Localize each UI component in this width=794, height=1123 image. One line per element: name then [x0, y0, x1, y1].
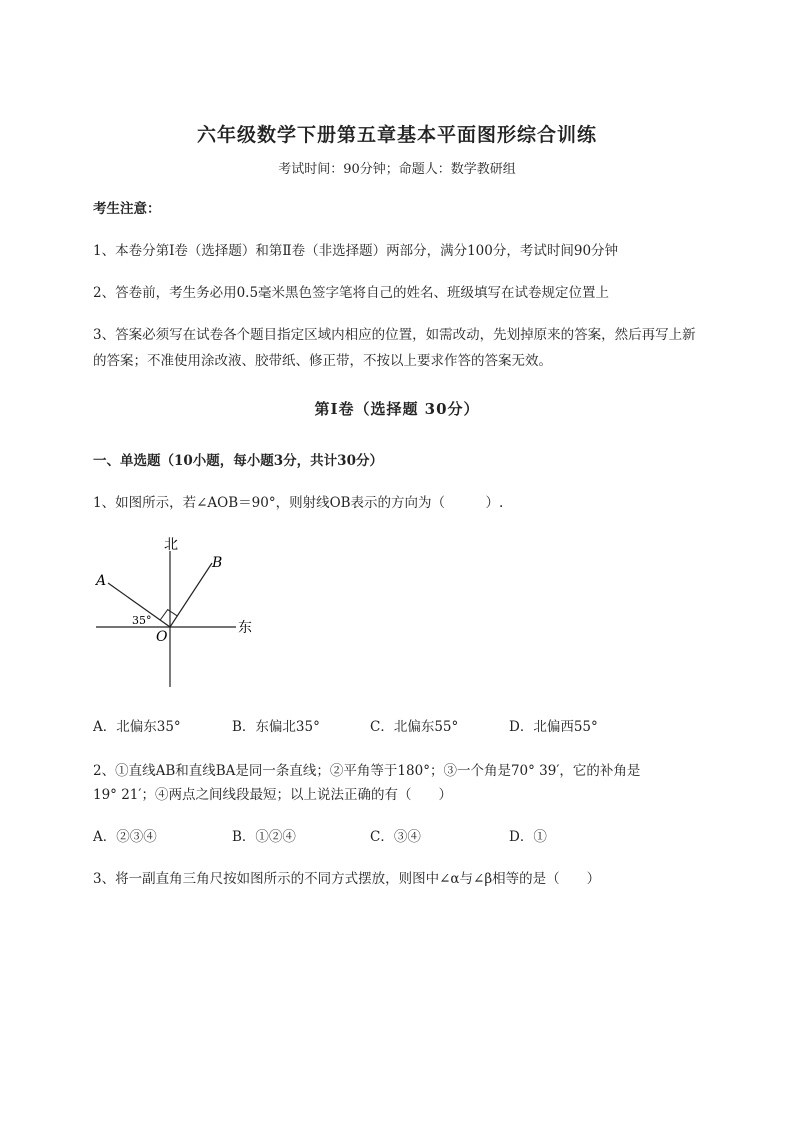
q1-option-c[interactable]: C．北偏东55°	[370, 719, 459, 735]
q2-option-d[interactable]: D．①	[509, 829, 547, 845]
q1-option-a[interactable]: A．北偏东35°	[93, 719, 181, 735]
label-east: 东	[238, 620, 252, 636]
notice-item-1: 1、本卷分第Ⅰ卷（选择题）和第Ⅱ卷（非选择题）两部分，满分100分，考试时间90分钟	[93, 243, 619, 259]
question-2-line-2: 19° 21′；④两点之间线段最短；以上说法正确的有（ ）	[93, 787, 452, 803]
question-1-text: 1、如图所示，若∠AOB＝90°，则射线OB表示的方向为（ ）.	[93, 495, 504, 511]
q1-option-d[interactable]: D．北偏西55°	[509, 719, 598, 735]
label-a: A	[96, 573, 107, 589]
q2-option-a[interactable]: A．②③④	[93, 829, 157, 845]
label-north: 北	[164, 537, 178, 553]
direction-diagram	[88, 535, 268, 695]
question-2-line-1: 2、①直线AB和直线BA是同一条直线；②平角等于180°；③一个角是70° 39′，它的补角是	[93, 763, 641, 779]
q2-option-c[interactable]: C．③④	[370, 829, 421, 845]
ray-ob	[170, 563, 212, 627]
exam-subtitle: 考试时间：90分钟；命题人：数学教研组	[278, 162, 516, 177]
part-heading: 一、单选题（10小题，每小题3分，共计30分）	[93, 453, 383, 469]
question-1-figure	[88, 535, 268, 695]
question-3-text: 3、将一副直角三角尺按如图所示的不同方式摆放，则图中∠α与∠β相等的是（ ）	[93, 871, 601, 887]
label-b: B	[212, 555, 223, 571]
exam-title: 六年级数学下册第五章基本平面图形综合训练	[196, 124, 597, 146]
q2-option-b[interactable]: B．①②④	[232, 829, 296, 845]
question-2-options	[93, 824, 753, 850]
section-title: 第Ⅰ卷（选择题 30分）	[314, 400, 480, 418]
q1-option-b[interactable]: B．东偏北35°	[232, 719, 320, 735]
question-1-options	[93, 714, 753, 740]
notice-item-3-line-2: 的答案；不准使用涂改液、胶带纸、修正带，不按以上要求作答的答案无效。	[93, 353, 552, 369]
notice-heading: 考生注意：	[93, 201, 161, 217]
notice-item-3-line-1: 3、答案必须写在试卷各个题目指定区域内相应的位置，如需改动，先划掉原来的答案，然后再写上新	[93, 327, 696, 343]
label-angle-35: 35°	[132, 614, 152, 627]
notice-item-2: 2、答卷前，考生务必用0.5毫米黑色签字笔将自己的姓名、班级填写在试卷规定位置上	[93, 285, 610, 301]
label-o: O	[156, 629, 168, 645]
